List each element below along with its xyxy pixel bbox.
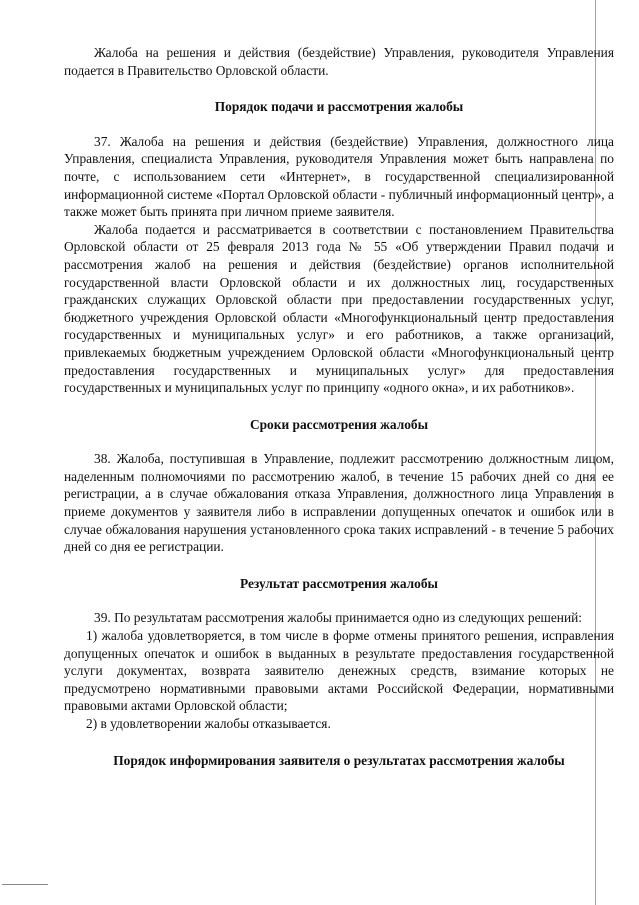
section-heading-result: Результат рассмотрения жалобы — [239, 575, 439, 591]
intro-paragraph: Жалоба на решения и действия (бездействие) Управления, руководителя Управления подается в Правительство Орловской области. — [64, 45, 614, 78]
list-item-satisfied: 1) жалоба удовлетворяется, в том числе в форме отмены принятого решения, исправления допущенных опечаток и ошибок в выданных в результате предоставления государственной услуги документах, возврата заявителю денежных средств, взимание которых не предусмотрено нормативными правовыми актами Российской Федерации, нормативными правовыми актами Орловской области; — [64, 628, 614, 714]
paragraph-37: 37. Жалоба на решения и действия (бездействие) Управления, должностного лица Управления, специалиста Управления, руководителя Управления может быть направлена по почте, с использованием сети «Интернет», в государственной специализированной информационной системе «Портал Орловской области - публичный информационный центр», а также может быть принята при личном приеме заявителя. — [64, 133, 614, 220]
list-item-refused: 2) в удовлетворении жалобы отказывается. — [86, 716, 331, 731]
paragraph-37-regulation: Жалоба подается и рассматривается в соответствии с постановлением Правительства Орловской области от 25 февраля 2013 года № 55 «Об утверждении Правил подачи и рассмотрения жалоб на решения и действия (бездействие) органов исполнительной государственной власти Орловской области и их должностных лиц, государственных гражданских служащих Орловской области при предоставлении государственных услуг, бюджетного учреждения Орловской области «Многофункциональный центр предоставления государственных и муниципальных услуг» и его работников, а также организаций, привлекаемых бюджетным учреждением Орловской области «Многофункциональный центр предоставления государственных и муниципальных услуг» для предоставления государственных и муниципальных услуг по принципу «одного окна», и их работников». — [64, 221, 614, 396]
document-page — [64, 44, 614, 769]
paragraph-38: 38. Жалоба, поступившая в Управление, подлежит рассмотрению должностным лицом, наделенным полномочиями по рассмотрению жалоб, в течение 15 рабочих дней со дня ее регистрации, а в случае обжалования отказа Управления, должностного лица Управления в приеме документов у заявителя либо в исправлении допущенных опечаток и ошибок или в случае обжалования нарушения установленного срока таких исправлений - в течение 5 рабочих дней со дня ее регистрации. — [64, 451, 614, 555]
scan-corner-mark — [2, 884, 48, 885]
paragraph-39: 39. По результатам рассмотрения жалобы принимается одно из следующих решений: — [94, 610, 583, 626]
section-heading-terms: Сроки рассмотрения жалобы — [249, 416, 429, 432]
section-heading-informing: Порядок информирования заявителя о результатах рассмотрения жалобы — [113, 752, 565, 768]
section-heading-submission: Порядок подачи и рассмотрения жалобы — [214, 99, 464, 115]
